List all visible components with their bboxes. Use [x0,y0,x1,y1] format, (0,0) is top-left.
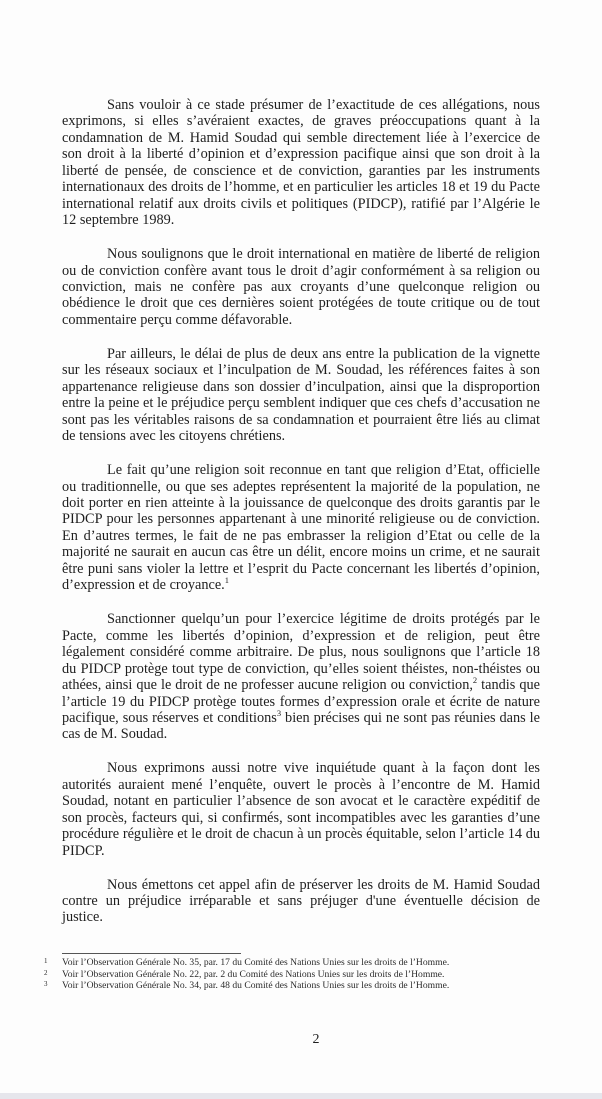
footnote-number: 1 [44,957,48,966]
page-number: 2 [312,1032,320,1048]
footnote-text: Voir l’Observation Générale No. 34, par. 48 du Comité des Nations Unies sur les droits de l’Homme. [62,979,450,991]
paragraph: Nous émettons cet appel afin de préserver les droits de M. Hamid Soudad contre un préjudice irréparable et sans préjuger d'une éventuelle décision de justice. [62,876,540,926]
paragraph: Nous exprimons aussi notre vive inquiétude quant à la façon dont les autorités auraient mené l’enquête, ouvert le procès à l’encontre de M. Hamid Soudad, notant en particulier l’absence de son avocat et le caractère expéditif de son procès, facteurs qui, si confirmés, sont incompatibles avec les garanties d’une procédure régulière et le droit de chacun à un procès équitable, selon l’article 14 du PIDCP. [62,760,540,859]
spacer [0,943,602,949]
footnote-ref: 2 [472,675,478,686]
paragraph-text: Le fait qu’une religion soit reconnue en tant que religion d’Etat, officielle ou traditionnelle, ou que ses adeptes représentent la majorité de la population, ne doit porter en rien atteinte à la jouissance de quelconque des droits garantis par le PIDCP pour les personnes appartenant à une minorité religieuse ou de conviction. En d’autres termes, le fait de ne pas embrasser la religion d’Etat ou celle de la majorité ne saurait en aucun cas être un délit, encore moins un crime, et ne saurait être puni sans violer la lettre et l’esprit du Pacte concernant les libertés d’opinion, d’expression et de croyance. [62,462,540,594]
paragraph: Par ailleurs, le délai de plus de deux ans entre la publication de la vignette sur les réseaux sociaux et l’inculpation de M. Soudad, les références faites à son appartenance religieuse dans son dossier d’inculpation, ainsi que la disproportion entre la peine et le préjudice perçu semblent indiquer que ces chefs d’accusation ne sont pas les véritables raisons de sa condamnation et pourraient être liés au climat de tensions avec les citoyens chrétiens. [62,345,540,445]
document-body [62,97,540,943]
footnote-text: Voir l’Observation Générale No. 22, par. 2 du Comité des Nations Unies sur les droits de l’Homme. [62,968,445,980]
footnotes [44,957,564,991]
footnote-ref: 1 [224,575,230,586]
viewer-bottom-bar [0,1093,602,1099]
paragraph: Nous soulignons que le droit international en matière de liberté de religion ou de conviction confère avant tous le droit d’agir conformément à sa religion ou conviction, mais ne confère pas aux croyants d’une quelconque religion ou obédience le droit que ces dernières soient protégées de toute critique ou de tout commentaire perçu comme défavorable. [62,246,540,328]
footnote-number: 3 [44,979,48,988]
paragraph [62,611,540,743]
footnote [44,969,564,980]
footnote-text: Voir l’Observation Générale No. 35, par. 17 du Comité des Nations Unies sur les droits de l’Homme. [62,957,450,969]
footnote [44,980,564,991]
paragraph [62,462,540,594]
paragraph-text: tandis que l’article 19 du PIDCP protège toutes formes d’expression orale et écrite de nature pacifique, sous réserves et conditions [62,677,540,726]
footnote-ref: 3 [276,707,282,718]
paragraph: Sans vouloir à ce stade présumer de l’exactitude de ces allégations, nous exprimons, si elles s’avéraient exactes, de graves préoccupations quant à la condamnation de M. Hamid Soudad qui semble directement liée à l’exercice de son droit à la liberté d’opinion et d’expression pacifique ainsi que son droit à la liberté de pensée, de conscience et de conviction, garanties par les instruments internationaux des droits de l’homme, et en particulier les articles 18 et 19 du Pacte international relatif aux droits civils et politiques (PIDCP), ratifié par l’Algérie le 12 septembre 1989. [62,97,540,229]
footnote-number: 2 [44,968,48,977]
footnote [44,957,564,968]
paragraph-text: bien précises qui ne sont pas réunies dans le cas de M. Soudad. [62,709,540,743]
footnote-separator [62,953,241,954]
paragraph-text: Sanctionner quelqu’un pour l’exercice légitime de droits protégés par le Pacte, comme les libertés d’opinion, d’expression et de religion, peut être légalement considéré comme arbitraire. De plus, nous soulignons que l’article 18 du PIDCP protège tout type de conviction, qu’elles soient théistes, non-théistes ou athées, ainsi que le droit de ne professer aucune religion ou conviction, [62,611,540,694]
bottom-margin [0,1049,602,1093]
